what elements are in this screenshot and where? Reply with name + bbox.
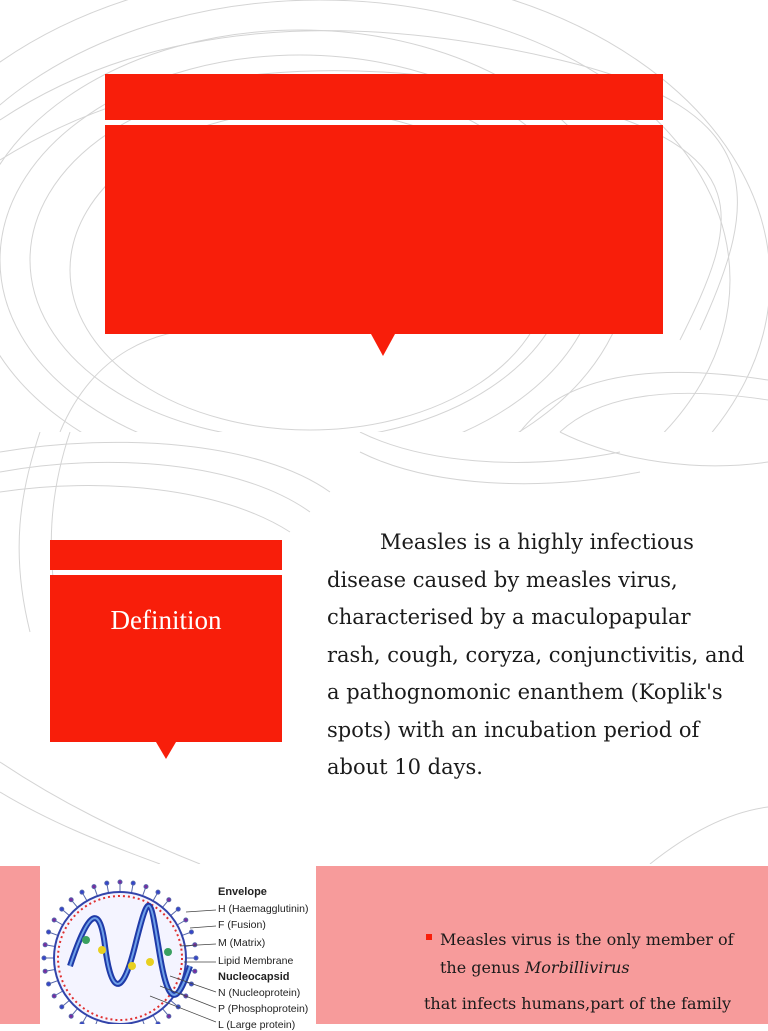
- virus-structure-illustration: [40, 866, 316, 1024]
- definition-box: [50, 575, 282, 742]
- spike-head: [193, 969, 197, 973]
- haemagglutinin-label: H (Haemagglutinin): [218, 903, 309, 915]
- large-protein-label: L (Large protein): [218, 1019, 296, 1031]
- nucleocapsid-label: Nucleocapsid: [218, 971, 290, 983]
- spike-head: [47, 982, 51, 986]
- title-banner-box: [105, 125, 663, 334]
- spike-head: [42, 956, 46, 960]
- definition-text: Measles is a highly infectious disease caused by measles virus, characterised by a maculopapular rash, cough, coryza, conjunctivitis, and a pathognomonic enanthem (Koplik's spots) with an incubation period of about 10 days.: [327, 530, 745, 779]
- phosphoprotein-label: P (Phosphoprotein): [218, 1003, 309, 1015]
- spike-head: [52, 994, 56, 998]
- genus-name: Morbillivirus: [524, 958, 630, 977]
- title-banner-strip: [105, 74, 663, 120]
- spike-head: [60, 1005, 64, 1009]
- virus-text-prefix: the genus: [440, 958, 525, 977]
- spike-head: [156, 890, 160, 894]
- definition-strip: [50, 540, 282, 570]
- spike-head: [80, 890, 84, 894]
- spike-head: [167, 1014, 171, 1018]
- spike-head: [167, 898, 171, 902]
- spike-head: [184, 918, 188, 922]
- spike-head: [92, 885, 96, 889]
- definition-pointer: [156, 742, 176, 759]
- definition-title: Definition: [110, 605, 222, 635]
- fusion-label: F (Fusion): [218, 919, 266, 931]
- virus-text-line-3: that infects humans,part of the family: [424, 994, 731, 1013]
- nucleoprotein-label: N (Nucleoprotein): [218, 987, 301, 999]
- spike-head: [43, 969, 47, 973]
- measles-virus-diagram: [40, 866, 316, 1031]
- spike-head: [189, 930, 193, 934]
- matrix-label: M (Matrix): [218, 937, 266, 949]
- title-banner-pointer: [371, 334, 395, 356]
- virus-text-line-1: Measles virus is the only member of: [440, 930, 734, 949]
- spike-head: [69, 898, 73, 902]
- spike-head: [176, 907, 180, 911]
- lipid-membrane-label: Lipid Membrane: [218, 955, 294, 967]
- spike-head: [60, 907, 64, 911]
- spike-head: [118, 880, 122, 884]
- spike-head: [52, 918, 56, 922]
- spike-head: [69, 1014, 73, 1018]
- spike-head: [43, 943, 47, 947]
- title-slide: [0, 0, 768, 432]
- virus-text-line-2: [440, 958, 630, 977]
- spike-head: [194, 956, 198, 960]
- spike-head: [131, 881, 135, 885]
- spike-head: [47, 930, 51, 934]
- spike-head: [105, 881, 109, 885]
- envelope-label: Envelope: [218, 886, 267, 898]
- bullet-icon: [426, 934, 432, 940]
- spike-head: [144, 885, 148, 889]
